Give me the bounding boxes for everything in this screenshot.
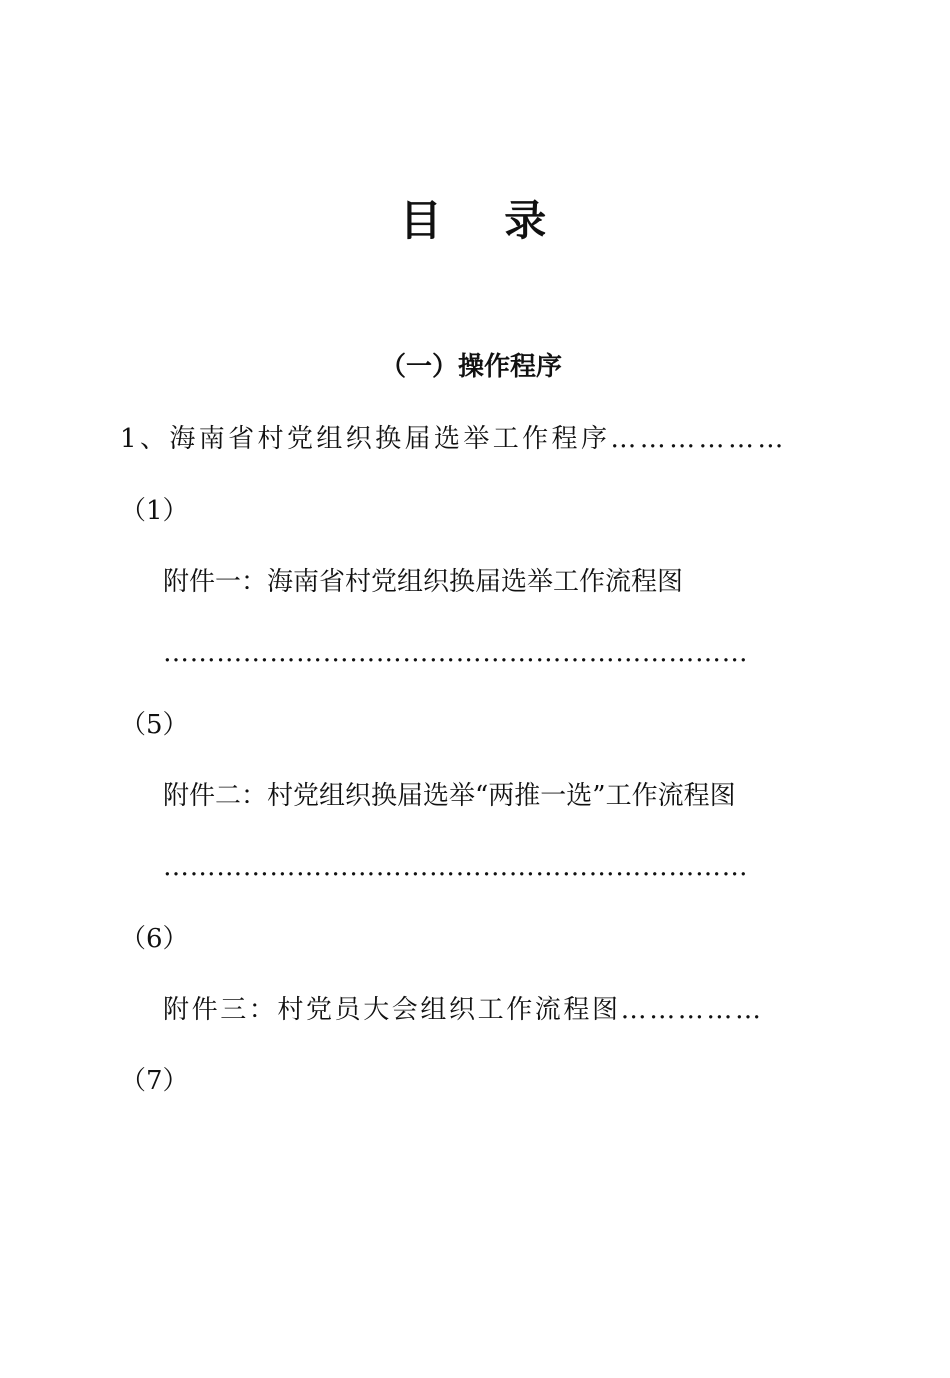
toc-entry-4-title: 附件三：村党员大会组织工作流程图…………… — [163, 995, 764, 1025]
toc-entry-4-page: （7） — [120, 1066, 189, 1096]
section-heading: （一）操作程序 — [380, 352, 563, 382]
toc-entry-3-page: （6） — [120, 924, 189, 954]
toc-entry-2-leader: ………………………………………………………… — [163, 638, 749, 668]
toc-entry-2-page: （5） — [120, 710, 189, 740]
toc-entry-1-page: （1） — [120, 496, 189, 526]
toc-entry-3-leader: ………………………………………………………… — [163, 852, 749, 882]
toc-entry-2-title: 附件一：海南省村党组织换届选举工作流程图 — [163, 567, 684, 597]
toc-entry-3-title: 附件二：村党组织换届选举“两推一选”工作流程图 — [163, 781, 736, 811]
page-title: 目 录 — [399, 196, 571, 245]
toc-entry-1-title: 1、海南省村党组织换届选举工作程序……………… — [120, 424, 787, 454]
